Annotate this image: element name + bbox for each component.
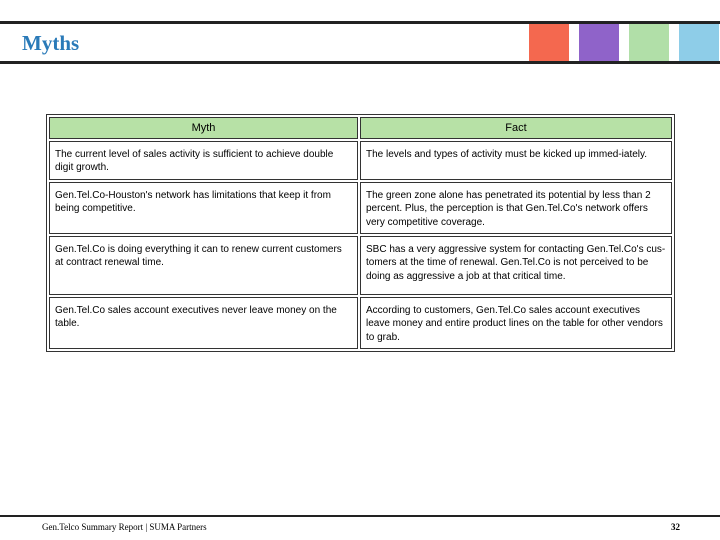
myth-cell: The current level of sales activity is sufficient to achieve double digit growth. <box>49 141 358 180</box>
fact-cell: SBC has a very aggressive system for contacting Gen.Tel.Co's cus-tomers at the time of renewal. Gen.Tel.Co is not perceived to be doing as aggressive a job at that critical time. <box>360 236 672 295</box>
fact-cell: According to customers, Gen.Tel.Co sales account executives leave money and entire product lines on the table for other vendors to grab. <box>360 297 672 349</box>
table-row <box>49 236 672 295</box>
table-row <box>49 141 672 180</box>
table-row <box>49 182 672 234</box>
fact-cell: The green zone alone has penetrated its potential by less than 2 percent. Plus, the perception is that Gen.Tel.Co's network offers very competitive coverage. <box>360 182 672 234</box>
page-title: Myths <box>22 31 80 55</box>
myth-cell: Gen.Tel.Co sales account executives never leave money on the table. <box>49 297 358 349</box>
footer-source: Gen.Telco Summary Report | SUMA Partners <box>42 522 207 532</box>
header-bottom-rule <box>0 61 720 64</box>
footer-rule <box>0 515 720 517</box>
column-header-myth: Myth <box>49 117 358 139</box>
color-swatch-blue <box>679 24 719 61</box>
color-swatch-coral <box>529 24 569 61</box>
slide-header <box>0 0 720 64</box>
color-swatch-purple <box>579 24 619 61</box>
myth-cell: Gen.Tel.Co-Houston's network has limitations that keep it from being competitive. <box>49 182 358 234</box>
table-row <box>49 297 672 349</box>
color-swatch-green <box>629 24 669 61</box>
myths-facts-table <box>46 114 675 352</box>
page-number: 32 <box>671 522 680 532</box>
myth-cell: Gen.Tel.Co is doing everything it can to renew current customers at contract renewal time. <box>49 236 358 295</box>
table-header-row <box>49 117 672 139</box>
column-header-fact: Fact <box>360 117 672 139</box>
fact-cell: The levels and types of activity must be kicked up immed-iately. <box>360 141 672 180</box>
